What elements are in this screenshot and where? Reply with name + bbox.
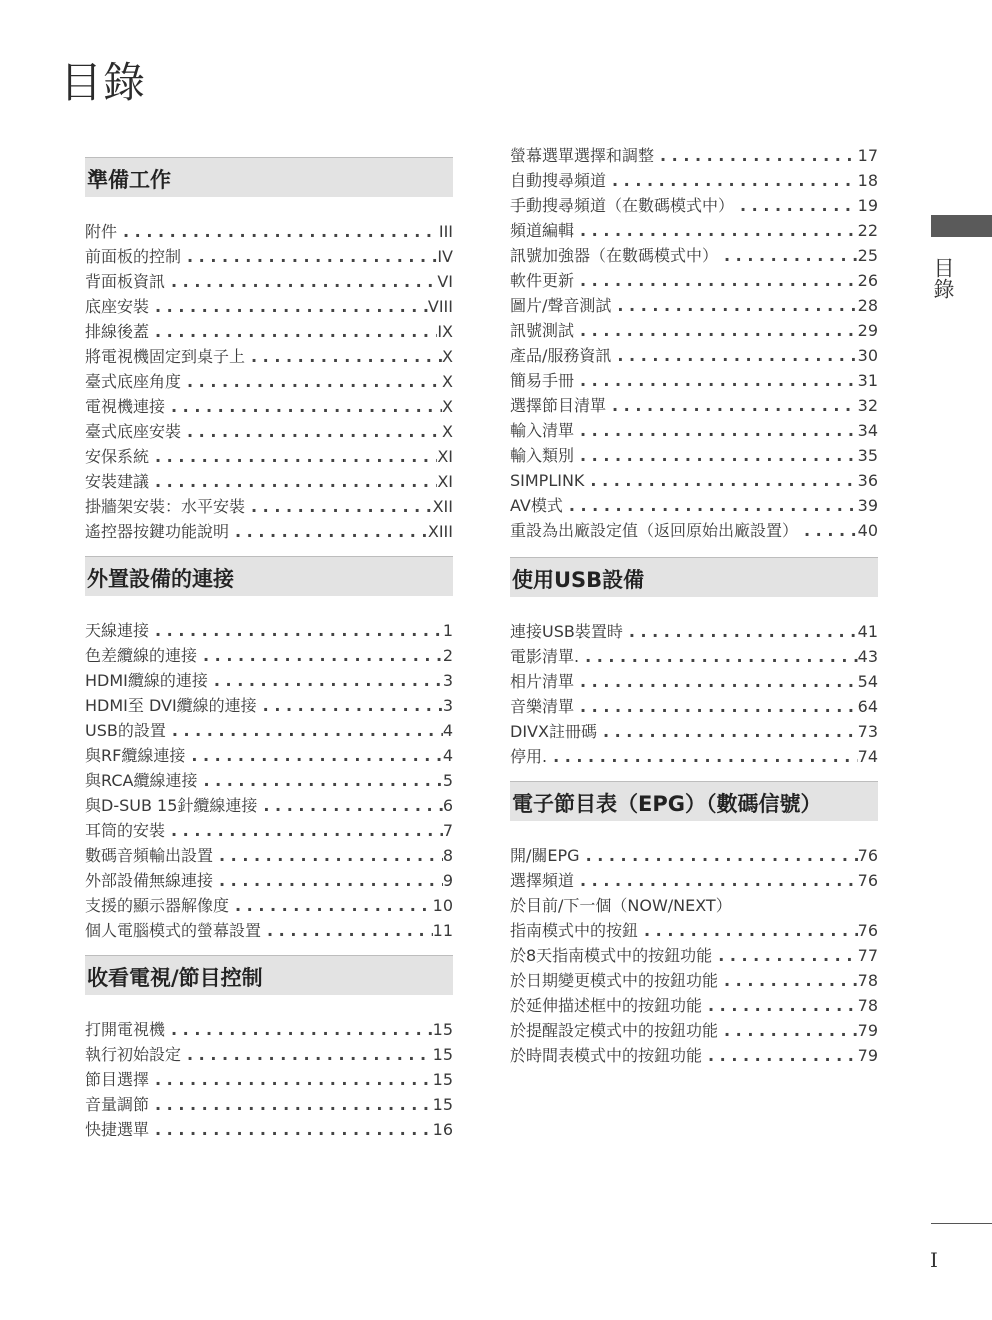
- toc-entry[interactable]: [510, 744, 878, 769]
- toc-entry-list: [510, 821, 878, 1068]
- toc-dot-leader: [165, 394, 442, 419]
- toc-dot-leader: [734, 193, 858, 218]
- toc-entry-title: 支援的顯示器解像度: [85, 896, 230, 915]
- toc-dot-leader: [197, 643, 443, 668]
- toc-entry-title: 於8天指南模式中的按鈕功能: [510, 946, 713, 965]
- toc-entry[interactable]: [85, 269, 453, 294]
- toc-entry[interactable]: [510, 868, 878, 893]
- toc-entry-title: 底座安裝: [85, 297, 150, 316]
- toc-entry-page: 79: [857, 1021, 878, 1040]
- footer-rule: [931, 1223, 992, 1224]
- toc-dot-leader: [181, 244, 437, 269]
- toc-entry-page: 22: [857, 221, 878, 240]
- toc-entry-page: 5: [442, 771, 453, 790]
- toc-dot-leader: [574, 318, 858, 343]
- toc-dot-leader: [257, 693, 443, 718]
- toc-entry-title: 外部設備無線連接: [85, 871, 214, 890]
- toc-entry-title: 與RCA纜線連接: [85, 771, 198, 790]
- toc-entry-page: 9: [442, 871, 453, 890]
- toc-entry-title: 音樂清單: [510, 697, 575, 716]
- toc-dot-leader: [149, 319, 437, 344]
- toc-entry-page: XIII: [427, 522, 453, 541]
- toc-entry-title: 打開電視機: [85, 1020, 166, 1039]
- toc-entry-title: 與RF纜線連接: [85, 746, 186, 765]
- toc-entry-page: 4: [442, 746, 453, 765]
- toc-entry-list: [85, 596, 453, 943]
- toc-dot-leader: [229, 519, 428, 544]
- toc-entry-page: X: [442, 397, 453, 416]
- toc-entry-title: 將電視機固定到桌子上: [85, 347, 246, 366]
- toc-section: [510, 781, 878, 1068]
- toc-entry-title: 掛牆架安裝：水平安裝: [85, 497, 246, 516]
- toc-entry-title: 背面板資訊: [85, 272, 166, 291]
- toc-entry-title: 產品/服務資訊: [510, 346, 612, 365]
- toc-dot-leader: [213, 843, 443, 868]
- toc-entry-title: 開/關EPG: [510, 846, 580, 865]
- toc-entry-title: 手動搜尋頻道（在數碼模式中）: [510, 196, 735, 215]
- toc-entry-page: 25: [857, 246, 878, 265]
- toc-entry-page: 74: [857, 747, 878, 766]
- toc-entry-title: HDMI纜線的連接: [85, 671, 208, 690]
- toc-entry-page: 34: [857, 421, 878, 440]
- toc-entry-title: DIVX註冊碼: [510, 722, 597, 741]
- toc-entry[interactable]: [510, 719, 878, 744]
- toc-entry-title: 頻道編輯: [510, 221, 575, 240]
- toc-entry[interactable]: [510, 193, 878, 218]
- toc-entry-title: USB的設置: [85, 721, 166, 740]
- toc-entry-page: VIII: [427, 297, 453, 316]
- toc-dot-leader: [181, 1042, 433, 1067]
- section-heading: 收看電視/節目控制: [85, 955, 453, 995]
- toc-entry-title: 指南模式中的按鈕: [510, 921, 639, 940]
- toc-entry-page: 3: [442, 671, 453, 690]
- toc-entry[interactable]: [510, 493, 878, 518]
- toc-dot-leader: [257, 793, 442, 818]
- toc-entry[interactable]: [85, 768, 453, 793]
- toc-entry-page: 10: [432, 896, 453, 915]
- toc-entry[interactable]: [85, 369, 453, 394]
- toc-entry-title: 簡易手冊: [510, 371, 575, 390]
- toc-entry-page: 31: [857, 371, 878, 390]
- toc-section: [85, 556, 453, 943]
- toc-entry[interactable]: [510, 644, 878, 669]
- toc-entry-page: X: [442, 422, 453, 441]
- toc-entry-title: 臺式底座角度: [85, 372, 182, 391]
- toc-dot-leader: [638, 918, 858, 943]
- toc-dot-leader: [798, 518, 858, 543]
- toc-entry[interactable]: [85, 494, 453, 519]
- toc-dot-leader: [261, 918, 433, 943]
- toc-entry-title: 耳筒的安裝: [85, 821, 166, 840]
- toc-entry-page: 15: [432, 1095, 453, 1114]
- toc-dot-leader: [574, 218, 858, 243]
- toc-entry[interactable]: [85, 294, 453, 319]
- toc-entry-page: 40: [857, 521, 878, 540]
- toc-dot-leader: [181, 419, 442, 444]
- toc-entry[interactable]: [510, 619, 878, 644]
- toc-dot-leader: [213, 868, 443, 893]
- toc-dot-leader: [149, 618, 443, 643]
- toc-dot-leader: [165, 818, 443, 843]
- toc-dot-leader: [166, 718, 443, 743]
- toc-entry-page: VI: [437, 272, 453, 291]
- toc-entry-title: 於延伸描述框中的按鈕功能: [510, 996, 703, 1015]
- toc-entry[interactable]: [510, 418, 878, 443]
- toc-entry-page: 78: [857, 996, 878, 1015]
- toc-dot-leader: [623, 619, 858, 644]
- toc-entry-title: 訊號加強器（在數碼模式中）: [510, 246, 719, 265]
- toc-entry-title: 與D-SUB 15針纜線連接: [85, 796, 258, 815]
- toc-entry-title: AV模式: [510, 496, 563, 515]
- toc-entry-title: 個人電腦模式的螢幕設置: [85, 921, 262, 940]
- toc-entry-title: SIMPLINK: [510, 471, 585, 490]
- toc-entry-title: 遙控器按鍵功能說明: [85, 522, 230, 541]
- toc-entry-page: 39: [857, 496, 878, 515]
- toc-entry[interactable]: [85, 344, 453, 369]
- toc-dot-leader: [718, 968, 858, 993]
- toc-entry-title: 於時間表模式中的按鈕功能: [510, 1046, 703, 1065]
- page-number: I: [930, 1248, 938, 1272]
- toc-entry-title: 執行初始設定: [85, 1045, 182, 1064]
- toc-entry[interactable]: [85, 1117, 453, 1142]
- side-tab-label: 目錄: [931, 257, 955, 299]
- toc-dot-leader: [208, 668, 443, 693]
- toc-entry-title: 前面板的控制: [85, 247, 182, 266]
- toc-entry-page: 35: [857, 446, 878, 465]
- toc-dot-leader: [229, 893, 433, 918]
- toc-dot-leader: [563, 493, 858, 518]
- toc-entry-page: 4: [442, 721, 453, 740]
- toc-entry-title: 節目選擇: [85, 1070, 150, 1089]
- toc-entry[interactable]: [510, 443, 878, 468]
- toc-entry-page: 11: [432, 921, 453, 940]
- toc-entry[interactable]: [510, 993, 878, 1018]
- toc-entry[interactable]: [85, 519, 453, 544]
- toc-entry-title: 附件: [85, 222, 118, 241]
- toc-entry[interactable]: [85, 743, 453, 768]
- toc-entry-page: 1: [442, 621, 453, 640]
- toc-entry-title: 訊號測試: [510, 321, 575, 340]
- toc-entry-title: 色差纜線的連接: [85, 646, 198, 665]
- toc-entry-page: 18: [857, 171, 878, 190]
- toc-entry-page: 43: [857, 647, 878, 666]
- toc-section: [85, 955, 453, 1142]
- toc-entry[interactable]: [510, 243, 878, 268]
- toc-entry-page: 19: [857, 196, 878, 215]
- toc-entry[interactable]: [85, 1067, 453, 1092]
- toc-entry-page: 28: [857, 296, 878, 315]
- toc-entry[interactable]: [510, 318, 878, 343]
- toc-dot-leader: [611, 343, 857, 368]
- toc-entry[interactable]: [85, 319, 453, 344]
- toc-entry[interactable]: [510, 343, 878, 368]
- toc-dot-leader: [574, 868, 858, 893]
- toc-entry-page: 54: [857, 672, 878, 691]
- toc-entry[interactable]: [85, 843, 453, 868]
- toc-entry-title: 圖片/聲音測試: [510, 296, 612, 315]
- toc-entry[interactable]: [510, 968, 878, 993]
- toc-entry-title: 重設為出廠設定值（返回原始出廠設置）: [510, 521, 799, 540]
- toc-entry[interactable]: [510, 168, 878, 193]
- toc-entry-page: 64: [857, 697, 878, 716]
- toc-entry[interactable]: [85, 868, 453, 893]
- toc-entry-page: 29: [857, 321, 878, 340]
- toc-section: [85, 157, 453, 544]
- toc-entry-title: 選擇節目清單: [510, 396, 607, 415]
- toc-entry-title: 連接USB裝置時: [510, 622, 623, 641]
- toc-dot-leader: [165, 1017, 433, 1042]
- toc-dot-leader: [245, 494, 433, 519]
- toc-dot-leader: [654, 143, 858, 168]
- toc-entry-title: 相片清單: [510, 672, 575, 691]
- toc-dot-leader: [597, 719, 858, 744]
- toc-dot-leader: [149, 1067, 433, 1092]
- toc-entry[interactable]: [510, 393, 878, 418]
- toc-left-column: [85, 157, 453, 1154]
- toc-entry-page: 8: [442, 846, 453, 865]
- toc-dot-leader: [606, 168, 858, 193]
- toc-entry-list: [510, 597, 878, 769]
- toc-entry[interactable]: [85, 693, 453, 718]
- toc-entry-page: 17: [857, 146, 878, 165]
- toc-entry-page: 79: [857, 1046, 878, 1065]
- toc-dot-leader: [606, 393, 858, 418]
- toc-entry-page: X: [442, 372, 453, 391]
- toc-entry[interactable]: [85, 219, 453, 244]
- toc-entry-page: 15: [432, 1070, 453, 1089]
- toc-entry-title: 螢幕選單選擇和調整: [510, 146, 655, 165]
- toc-entry-page: 76: [857, 871, 878, 890]
- toc-entry[interactable]: [85, 918, 453, 943]
- toc-entry-page: 3: [442, 696, 453, 715]
- section-heading: 使用USB設備: [510, 557, 878, 597]
- toc-entry-title: 輸入類別: [510, 446, 575, 465]
- toc-dot-leader: [702, 1043, 858, 1068]
- toc-entry-page: 15: [432, 1020, 453, 1039]
- section-heading: 外置設備的連接: [85, 556, 453, 596]
- toc-entry-page: XI: [437, 472, 453, 491]
- toc-dot-leader: [149, 1092, 433, 1117]
- toc-entry-page: IV: [437, 247, 453, 266]
- toc-entry[interactable]: [85, 793, 453, 818]
- toc-right-column: [510, 143, 878, 1080]
- toc-dot-leader: [580, 843, 858, 868]
- toc-section: [510, 557, 878, 769]
- toc-entry-title: 於日期變更模式中的按鈕功能: [510, 971, 719, 990]
- toc-entry[interactable]: [85, 419, 453, 444]
- toc-dot-leader: [574, 268, 858, 293]
- toc-dot-leader: [149, 1117, 433, 1142]
- toc-entry[interactable]: [510, 893, 878, 918]
- toc-dot-leader: [579, 644, 858, 669]
- toc-entry-title: 自動搜尋頻道: [510, 171, 607, 190]
- toc-entry-title: HDMI至 DVI纜線的連接: [85, 696, 257, 715]
- toc-entry[interactable]: [85, 668, 453, 693]
- toc-entry-list: [85, 197, 453, 544]
- toc-entry-title: 數碼音頻輸出設置: [85, 846, 214, 865]
- section-heading: 電子節目表（EPG）（數碼信號）: [510, 781, 878, 821]
- toc-entry[interactable]: [85, 818, 453, 843]
- toc-dot-leader: [574, 443, 858, 468]
- toc-entry[interactable]: [85, 643, 453, 668]
- toc-entry[interactable]: [85, 469, 453, 494]
- toc-entry-title: 音量調節: [85, 1095, 150, 1114]
- toc-entry-title: 安裝建議: [85, 472, 150, 491]
- page-title: 目錄: [60, 58, 147, 107]
- toc-entry[interactable]: [85, 718, 453, 743]
- toc-entry-page: 78: [857, 971, 878, 990]
- toc-entry-page: XII: [432, 497, 453, 516]
- toc-dot-leader: [149, 469, 437, 494]
- toc-entry-page: X: [442, 347, 453, 366]
- toc-dot-leader: [181, 369, 442, 394]
- toc-entry-page: 30: [857, 346, 878, 365]
- toc-entry[interactable]: [510, 368, 878, 393]
- toc-entry[interactable]: [510, 518, 878, 543]
- toc-entry-title: 於提醒設定模式中的按鈕功能: [510, 1021, 719, 1040]
- toc-dot-leader: [611, 293, 857, 318]
- toc-entry[interactable]: [510, 943, 878, 968]
- toc-dot-leader: [574, 669, 858, 694]
- toc-dot-leader: [574, 694, 858, 719]
- toc-entry[interactable]: [510, 268, 878, 293]
- toc-entry[interactable]: [85, 1042, 453, 1067]
- toc-entry[interactable]: [85, 1017, 453, 1042]
- toc-entry-page: 6: [442, 796, 453, 815]
- toc-entry-page: 76: [857, 846, 878, 865]
- toc-entry-title: 臺式底座安裝: [85, 422, 182, 441]
- toc-entry[interactable]: [510, 1018, 878, 1043]
- toc-entry-page: 15: [432, 1045, 453, 1064]
- toc-entry-title: 軟件更新: [510, 271, 575, 290]
- toc-entry-page: IX: [437, 322, 453, 341]
- toc-entry[interactable]: [510, 669, 878, 694]
- section-heading: 準備工作: [85, 157, 453, 197]
- toc-entry-page: 16: [432, 1120, 453, 1139]
- toc-entry[interactable]: [85, 444, 453, 469]
- toc-dot-leader: [702, 993, 858, 1018]
- toc-dot-leader: [165, 269, 437, 294]
- toc-entry-title: 快捷選單: [85, 1120, 150, 1139]
- toc-dot-leader: [574, 418, 858, 443]
- toc-entry-title: 排線後蓋: [85, 322, 150, 341]
- toc-entry-title: 於目前/下一個（NOW/NEXT）: [510, 896, 732, 915]
- toc-entry-page: 77: [857, 946, 878, 965]
- toc-entry-page: 73: [857, 722, 878, 741]
- toc-dot-leader: [584, 468, 857, 493]
- toc-entry-title: 停用.: [510, 747, 548, 766]
- toc-dot-leader: [197, 768, 442, 793]
- toc-dot-leader: [185, 743, 442, 768]
- toc-entry[interactable]: [85, 1092, 453, 1117]
- toc-entry-page: 26: [857, 271, 878, 290]
- toc-dot-leader: [718, 243, 858, 268]
- toc-entry[interactable]: [85, 244, 453, 269]
- toc-entry[interactable]: [510, 293, 878, 318]
- toc-entry[interactable]: [510, 843, 878, 868]
- toc-entry-title: 電影清單.: [510, 647, 580, 666]
- toc-dot-leader: [574, 368, 858, 393]
- toc-entry-list: [85, 995, 453, 1142]
- toc-dot-leader: [718, 1018, 858, 1043]
- toc-entry-title: 選擇頻道: [510, 871, 575, 890]
- toc-entry-title: 安保系統: [85, 447, 150, 466]
- toc-dot-leader: [712, 943, 857, 968]
- toc-entry-page: 32: [857, 396, 878, 415]
- toc-entry[interactable]: [510, 468, 878, 493]
- toc-entry[interactable]: [510, 1043, 878, 1068]
- toc-entry-title: 輸入清單: [510, 421, 575, 440]
- toc-entry[interactable]: [510, 694, 878, 719]
- toc-entry[interactable]: [510, 143, 878, 168]
- toc-entry-page: III: [438, 222, 453, 241]
- toc-entry-page: 2: [442, 646, 453, 665]
- toc-entry-page: 36: [857, 471, 878, 490]
- toc-entry-page: 41: [857, 622, 878, 641]
- toc-dot-leader: [149, 294, 428, 319]
- toc-entry-title: 天線連接: [85, 621, 150, 640]
- toc-entry[interactable]: [85, 618, 453, 643]
- toc-dot-leader: [117, 219, 439, 244]
- toc-entry[interactable]: [85, 394, 453, 419]
- toc-dot-leader: [245, 344, 442, 369]
- side-tab-marker: [931, 215, 992, 237]
- toc-entry-title: 電視機連接: [85, 397, 166, 416]
- toc-entry-list: [510, 143, 878, 543]
- toc-entry[interactable]: [510, 918, 878, 943]
- toc-dot-leader: [547, 744, 858, 769]
- toc-entry[interactable]: [85, 893, 453, 918]
- toc-entry-page: XI: [437, 447, 453, 466]
- toc-entry-page: 76: [857, 921, 878, 940]
- toc-entry[interactable]: [510, 218, 878, 243]
- toc-entry-page: 7: [442, 821, 453, 840]
- toc-dot-leader: [149, 444, 437, 469]
